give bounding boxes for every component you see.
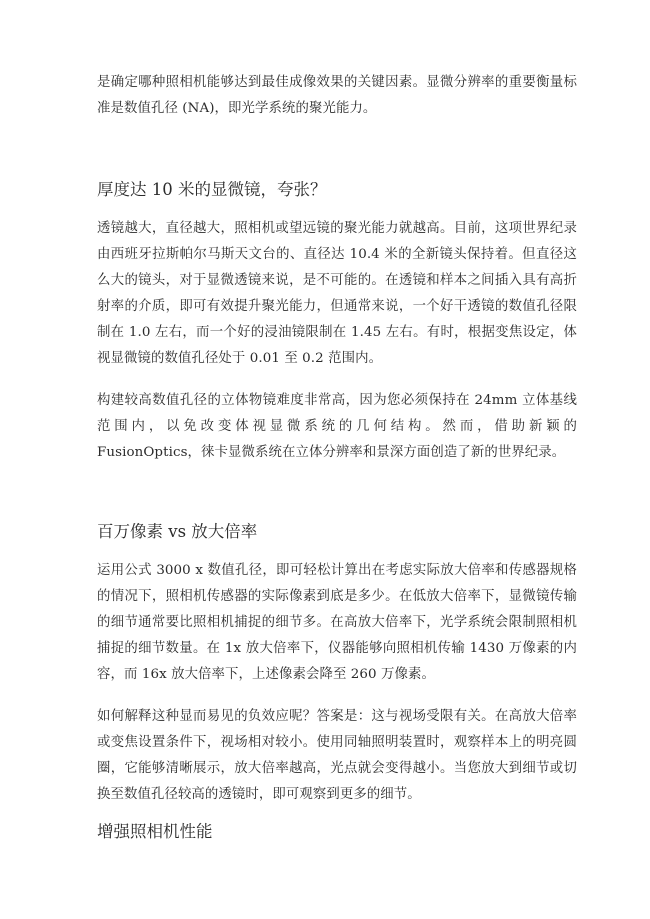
document-page bbox=[97, 70, 577, 844]
intro-paragraph: 是确定哪种照相机能够达到最佳成像效果的关键因素。显微分辨率的重要衡量标准是数值孔径 (NA)，即光学系统的聚光能力。 bbox=[97, 75, 577, 116]
body-paragraph: 构建较高数值孔径的立体物镜难度非常高，因为您必须保持在 24mm 立体基线范围内，以免改变体视显微系统的几何结构。然而，借助新颖的 FusionOptics，徕卡显微系统在立体分辨率和景深方面创造了新的世界纪录。 bbox=[97, 393, 577, 460]
body-paragraph: 透镜越大，直径越大，照相机或望远镜的聚光能力就越高。目前，这项世界纪录由西班牙拉斯帕尔马斯天文台的、直径达 10.4 米的全新镜头保持着。但直径这么大的镜头，对于显微透镜来说，是不可能的。在透镜和样本之间插入具有高折射率的介质，即可有效提升聚光能力，但通常来说，一个好干透镜的数值孔径限制在 1.0 左右，而一个好的浸油镜限制在 1.45 左右。有时，根据变焦设定，体视显微镜的数值孔径处于 0.01 至 0.2 范围内。 bbox=[97, 221, 577, 366]
section-heading-megapixels-vs-magnification: 百万像素 vs 放大倍率 bbox=[97, 522, 258, 541]
body-paragraph: 如何解释这种显而易见的负效应呢？答案是：这与视场受限有关。在高放大倍率或变焦设置条件下，视场相对较小。使用同轴照明装置时，观察样本上的明亮圆圈，它能够清晰展示，放大倍率越高，光点就会变得越小。当您放大到细节或切换至数值孔径较高的透镜时，即可观察到更多的细节。 bbox=[97, 709, 577, 802]
section-heading-microscope-size: 厚度达 10 米的显微镜，夸张？ bbox=[97, 180, 327, 199]
body-paragraph: 运用公式 3000 x 数值孔径，即可轻松计算出在考虑实际放大倍率和传感器规格的情况下，照相机传感器的实际像素到底是多少。在低放大倍率下，显微镜传输的细节通常要比照相机捕捉的细节多。在高放大倍率下，光学系统会限制照相机捕捉的细节数量。在 1x 放大倍率下，仪器能够向照相机传输 1430 万像素的内容，而 16x 放大倍率下，上述像素会降至 260 万像素。 bbox=[97, 563, 577, 682]
section-heading-enhance-camera-performance: 增强照相机性能 bbox=[97, 822, 213, 841]
